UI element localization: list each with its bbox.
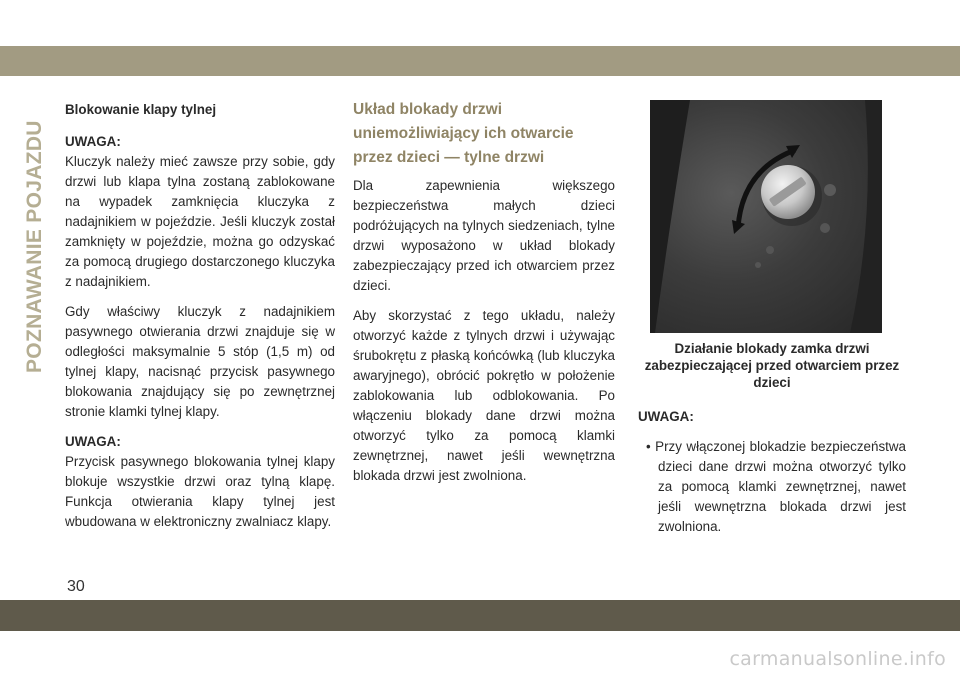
door-edge-shadow bbox=[850, 100, 882, 333]
lock-symbol-icon bbox=[824, 184, 836, 196]
column-middle bbox=[353, 98, 615, 496]
bullet-item: • Przy włączonej blokadzie bezpieczeństwa dzieci dane drzwi można otworzyć tylko za pomocą klamki zewnętrznej, nawet jeśli wewnętrzna blokada drzwi jest zwolniona. bbox=[646, 439, 906, 534]
child-lock-photo bbox=[650, 100, 882, 333]
note-text: Przycisk pasywnego blokowania tylnej klapy blokuje wszystkie drzwi oraz tylną klapę. Funkcja otwierania klapy tylnej jest wbudowana w elektroniczny zwalniacz klapy. bbox=[65, 454, 335, 529]
footer-band bbox=[0, 600, 960, 631]
door-edge-shadow bbox=[650, 100, 690, 333]
note-label: UWAGA: bbox=[65, 134, 121, 149]
paragraph: Dla zapewnienia większego bezpieczeństwa małych dzieci podróżujących na tylnych siedzeniach, tylne drzwi wyposażono w układ blokady zabezpieczający przed ich otwarciem przez dzieci. bbox=[353, 178, 615, 293]
section-heading-child-lock: Układ blokady drzwi uniemożliwiający ich otwarcie przez dzieci — tylne drzwi bbox=[353, 101, 574, 166]
section-heading-tailgate-lock: Blokowanie klapy tylnej bbox=[65, 102, 217, 117]
column-left bbox=[65, 100, 335, 542]
child-symbol-icon bbox=[766, 246, 774, 254]
child-symbol-icon bbox=[755, 262, 761, 268]
section-side-title: POZNAWANIE POJAZDU bbox=[23, 120, 46, 373]
page-number: 30 bbox=[67, 578, 85, 595]
paragraph: Aby skorzystać z tego układu, należy otworzyć każde z tylnych drzwi i używając śrubokrętu z płaską końcówką (lub kluczyka awaryjnego), obrócić pokrętło w położenie zablokowania lub odblokowania. Po włączeniu blokady dane drzwi można otworzyć tylko za pomocą klamki zewnętrznej, nawet jeśli wewnętrzna blokada drzwi jest zwolniona. bbox=[353, 308, 615, 483]
column-right bbox=[638, 100, 906, 547]
unlock-symbol-icon bbox=[820, 223, 830, 233]
child-lock-illustration bbox=[650, 100, 882, 333]
note-label: UWAGA: bbox=[638, 409, 694, 424]
figure-caption: Działanie blokady zamka drzwi zabezpieczającej przed otwarciem przez dzieci bbox=[644, 341, 900, 390]
note-block bbox=[65, 432, 335, 532]
watermark: carmanualsonline.info bbox=[729, 648, 946, 670]
note-block bbox=[65, 132, 335, 292]
paragraph: Gdy właściwy kluczyk z nadajnikiem pasywnego otwierania drzwi znajduje się w odległości maksymalnie 5 stóp (1,5 m) od tylnej klapy, nacisnąć przycisk pasywnego blokowania znajdujący się po zewnętrznej stronie klamki tylnej klapy. bbox=[65, 304, 335, 419]
arrow-head-icon bbox=[732, 220, 745, 234]
note-label: UWAGA: bbox=[65, 434, 121, 449]
header-band bbox=[0, 46, 960, 76]
note-text: Kluczyk należy mieć zawsze przy sobie, gdy drzwi lub klapa tylna zostaną zablokowane na wypadek zamknięcia kluczyka z nadajnikiem w pojeździe. Jeśli kluczyk został zamknięty w pojeździe, można go odzyskać za pomocą drugiego dostarczonego kluczyka z nadajnikiem. bbox=[65, 154, 335, 289]
